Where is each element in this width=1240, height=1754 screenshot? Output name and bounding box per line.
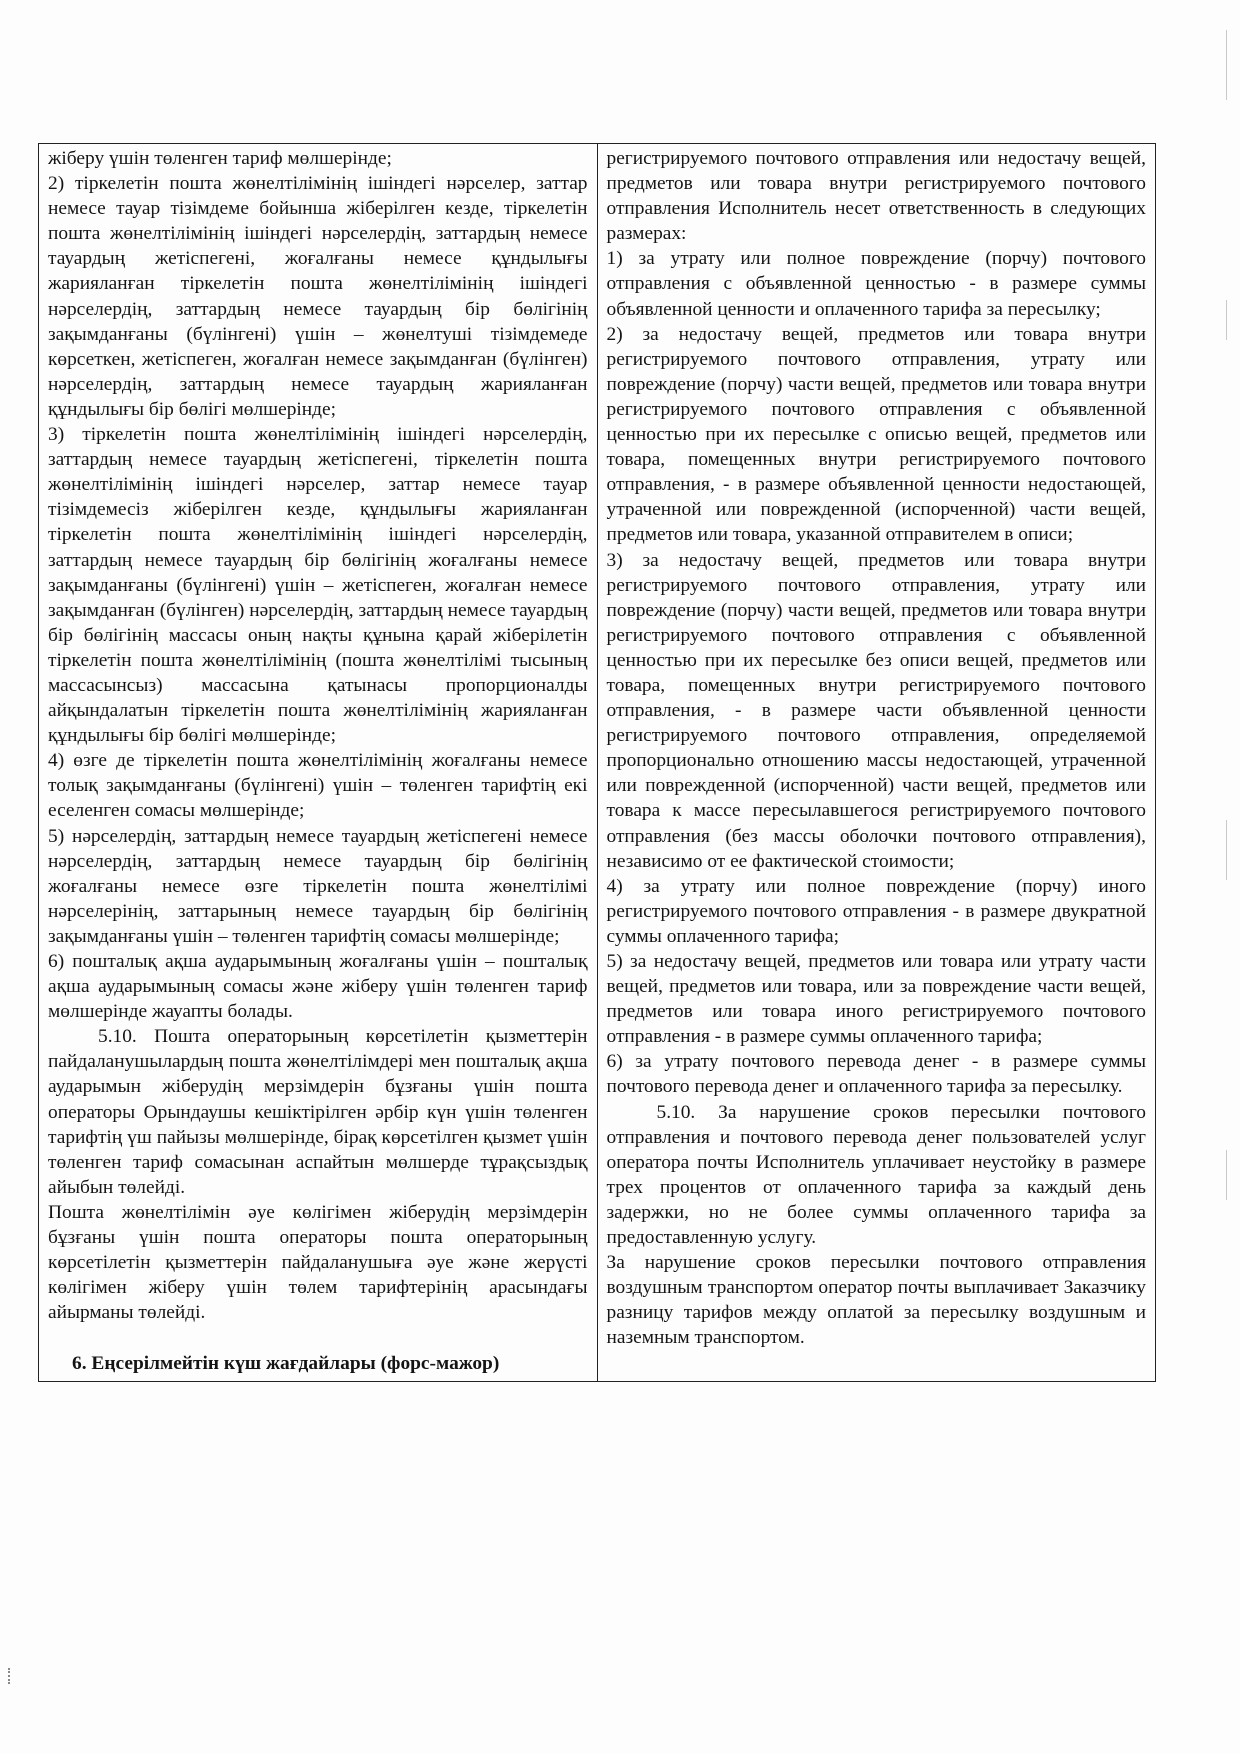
scan-edge-mark — [1226, 30, 1227, 100]
ru-paragraph: 5) за недостачу вещей, предметов или товара или утрату части вещей, предметов или товара, или за повреждение части вещей, предметов или товара иного регистрируемого почтового отправления - в размере суммы оплаченного тарифа; — [606, 951, 1146, 1048]
kz-paragraph: 5) нәрселердің, заттардың немесе тауардың жетіспегені немесе нәрселердің, заттардың немесе тауардың бір бөлігінің жоғалғаны немесе өзге тіркелетін пошта жөнелтілімі нәрселерінің, заттарының немесе тауардың бір бөлігінің зақымданғаны үшін – төленген тарифтің сомасы мөлшерінде; — [48, 825, 588, 947]
ru-paragraph: регистрируемого почтового отправления или недостачу вещей, предметов или товара внутри регистрируемого почтового отправления Исполнитель несет ответственность в следующих размерах: — [606, 148, 1146, 245]
kz-paragraph: 4) өзге де тіркелетін пошта жөнелтілімінің жоғалғаны немесе толық зақымданғаны (бүлінгені) үшін – төленген тарифтің екі еселенген сомасы мөлшерінде; — [48, 750, 588, 822]
kz-paragraph: 6) пошталық ақша аударымының жоғалғаны үшін – пошталық ақша аударымының сомасы және жіберу үшін төленген тариф мөлшерінде жауапты болады. — [48, 951, 588, 1023]
scan-edge-mark — [1226, 1150, 1227, 1200]
ru-clause-5-10: 5.10. За нарушение сроков пересылки почтового отправления и почтового перевода денег пользователей услуг оператора почты Исполнитель уплачивает неустойку в размере трех процентов от оплаченного тарифа за каждый день задержки, но не более суммы оплаченного тарифа за предоставленную услугу. — [606, 1101, 1146, 1249]
kz-air-transport-paragraph: Пошта жөнелтілімін әуе көлігімен жіберудің мерзімдерін бұзғаны үшін пошта операторы пошта операторының көрсетілетін қызметтерін пайдаланушыға әуе және жерүсті көлігімен жіберу үшін төлем тарифтерінің арасындағы айырманы төлейді. — [48, 1201, 588, 1324]
russian-column — [597, 144, 1156, 1382]
ru-paragraph: 6) за утрату почтового перевода денег - в размере суммы почтового перевода денег и оплаченного тарифа за пересылку. — [606, 1051, 1146, 1098]
section-6-title: 6. Еңсерілмейтін күш жағдайлары (форс-мажор) — [72, 1353, 500, 1375]
ru-paragraph: 4) за утрату или полное повреждение (порчу) иного регистрируемого почтового отправления - в размере двукратной суммы оплаченного тарифа; — [606, 875, 1146, 947]
kz-paragraph: жіберу үшін төленген тариф мөлшерінде; — [48, 148, 392, 169]
scan-edge-mark — [1226, 300, 1227, 340]
ru-air-transport-paragraph: За нарушение сроков пересылки почтового отправления воздушным транспортом оператор почты выплачивает Заказчику разницу тарифов между оплатой за пересылку воздушным и наземным транспортом. — [606, 1252, 1146, 1349]
kazakh-column — [39, 144, 598, 1382]
bilingual-contract-table — [38, 143, 1156, 1382]
kz-paragraph: 3) тіркелетін пошта жөнелтілімінің ішіндегі нәрселердің, заттардың немесе тауардың жетіспегені, тіркелетін пошта жөнелтілімінің ішіндегі нәрселер, заттар немесе тауар тізімдемесіз жіберілген кезде, құндылығы жарияланған тіркелетін пошта жөнелтілімінің ішіндегі нәрселердің, заттардың немесе тауардың бір бөлігінің жоғалғаны немесе зақымданғаны (бүлінгені) үшін – жетіспеген, жоғалған немесе зақымданған (бүлінген) нәрселердің, заттардың немесе тауардың бір бөлігінің массасы оның нақты құнына қарай жіберілетін тіркелетін пошта жөнелтілімінің (пошта жөнелтілімі тысының массасынсыз) массасына қатынасы пропорционалды айқындалатын тіркелетін пошта жөнелтілімінің жарияланған құндылығы бір бөлігі мөлшерінде; — [48, 424, 588, 747]
ru-paragraph: 1) за утрату или полное повреждение (порчу) почтового отправления с объявленной ценностью - в размере суммы объявленной ценности и оплаченного тарифа за пересылку; — [606, 248, 1146, 320]
kz-clause-5-10: 5.10. Пошта операторының көрсетілетін қызметтерін пайдаланушылардың пошта жөнелтілімдері мен пошталық ақша аударымын жіберудің мерзімдерін бұзғаны үшін пошта операторы Орындаушы кешіктірілген әрбір күн үшін төленген тарифтің үш пайызы мөлшерінде, бірақ көрсетілген қызмет үшін төленген тариф сомасынан аспайтын мөлшерде тұрақсыздық айыбын төлейді. — [48, 1026, 588, 1198]
spacer — [48, 1325, 588, 1351]
scan-edge-mark — [1226, 820, 1227, 880]
ru-paragraph: 2) за недостачу вещей, предметов или товара внутри регистрируемого почтового отправления, утрату или повреждение (порчу) части вещей, предметов или товара внутри регистрируемого почтового отправления с объявленной ценностью при их пересылке с описью вещей, предметов или товара, помещенных внутри регистрируемого почтового отправления, - в размере объявленной ценности недостающей, утраченной или поврежденной (испорченной) части вещей, предметов или товара, указанной отправителем в описи; — [606, 323, 1146, 546]
kz-paragraph: 2) тіркелетін пошта жөнелтілімінің ішіндегі нәрселер, заттар немесе тауар тізімдеме бойынша жіберілген кезде, тіркелетін пошта жөнелтілімінің ішіндегі нәрселердің, заттардың немесе тауардың жетіспегені, жоғалғаны немесе құндылығы жарияланған тіркелетін пошта жөнелтілімінің ішіндегі нәрселердің, заттардың немесе тауардың бір бөлігінің зақымданғаны (бүлінгені) үшін – жөнелтуші тізімдемеде көрсеткен, жетіспеген, жоғалған немесе зақымданған (бүлінген) нәрселердің, заттардың немесе тауардың жарияланған құндылығы бір бөлігі мөлшерінде; — [48, 173, 588, 420]
ru-paragraph: 3) за недостачу вещей, предметов или товара внутри регистрируемого почтового отправления, утрату или повреждение (порчу) части вещей, предметов или товара внутри регистрируемого почтового отправления с объявленной ценностью при их пересылке без описи вещей, предметов или товара, помещенных внутри регистрируемого почтового отправления, - в размере части объявленной ценности регистрируемого почтового отправления, определяемой пропорционально отношению массы недостающей, утраченной или поврежденной (испорченной) части вещей, предметов или товара к массе пересылавшегося регистрируемого почтового отправления (без массы оболочки почтового отправления), независимо от ее фактической стоимости; — [606, 549, 1146, 872]
table-row — [39, 144, 1156, 1382]
scan-margin-dots — [8, 1668, 13, 1684]
